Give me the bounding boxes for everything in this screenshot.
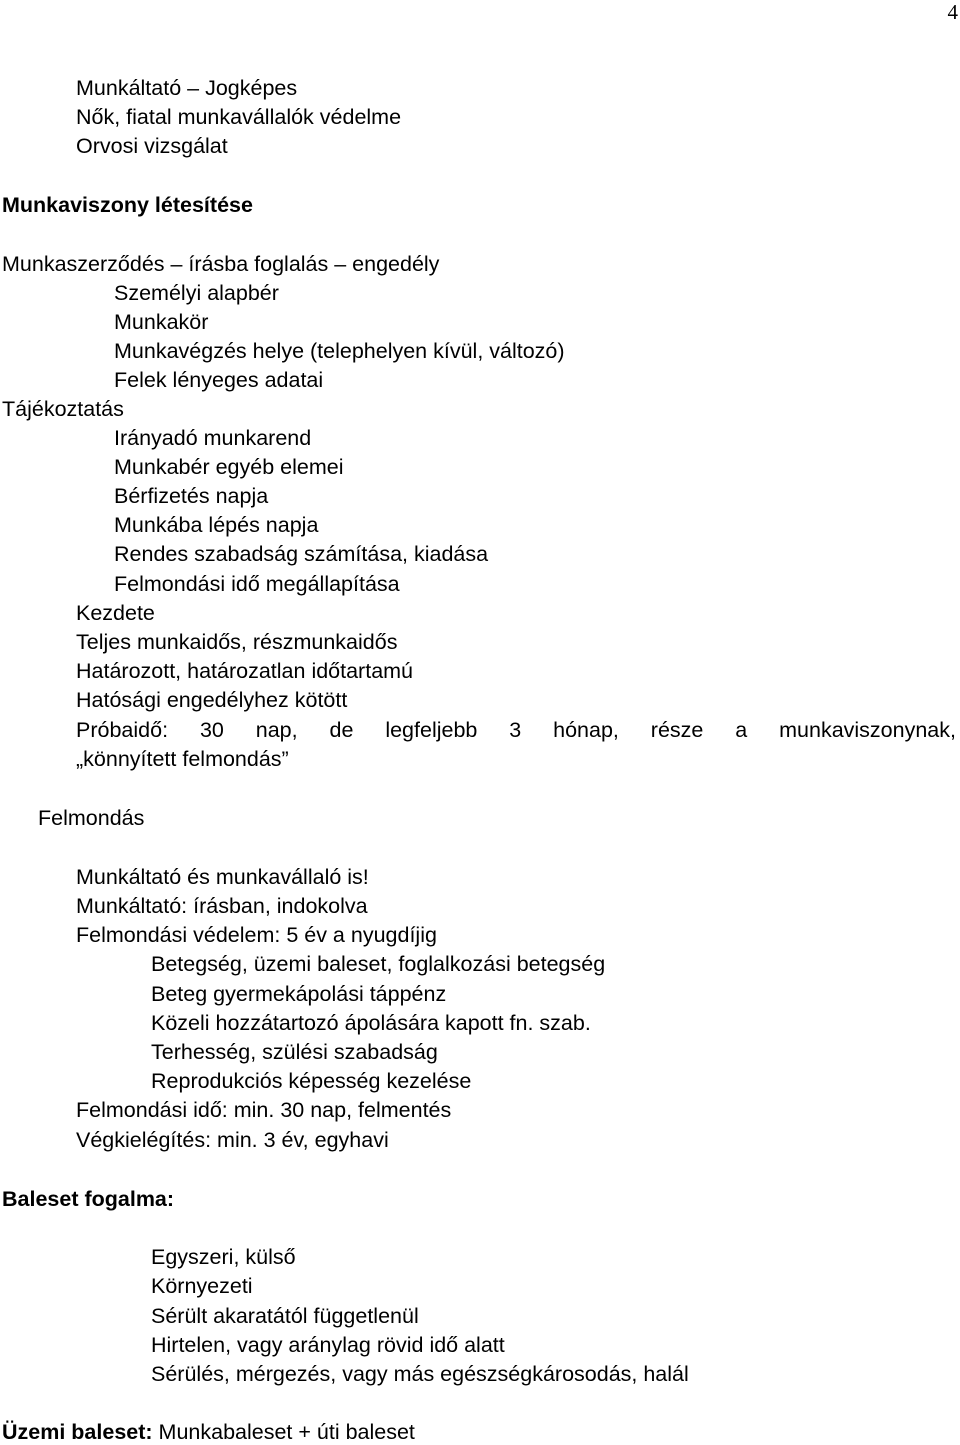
line-workplace-accident — [2, 1419, 415, 1445]
line-severance: Végkielégítés: min. 3 év, egyhavi — [76, 1128, 389, 1152]
line-notice-minimum: Felmondási idő: min. 30 nap, felmentés — [76, 1098, 452, 1122]
line-job-role: Munkakör — [114, 310, 209, 334]
line-employer-written: Munkáltató: írásban, indokolva — [76, 894, 368, 918]
line-simplified-termination: „könnyített felmondás” — [76, 747, 289, 771]
heading-termination: Felmondás — [38, 806, 145, 830]
line-environmental: Környezeti — [151, 1274, 253, 1298]
line-party-data: Felek lényeges adatai — [114, 368, 324, 392]
line-medical-examination: Orvosi vizsgálat — [76, 134, 228, 158]
line-base-wage: Személyi alapbér — [114, 281, 279, 305]
line-pregnancy: Terhesség, szülési szabadság — [151, 1040, 438, 1064]
line-regular-leave: Rendes szabadság számítása, kiadása — [114, 542, 489, 566]
heading-accident-definition: Baleset fogalma: — [2, 1187, 175, 1211]
line-payday: Bérfizetés napja — [114, 484, 269, 508]
line-wage-elements: Munkabér egyéb elemei — [114, 455, 344, 479]
line-both-parties: Munkáltató és munkavállaló is! — [76, 865, 369, 889]
line-authority-permit: Hatósági engedélyhez kötött — [76, 688, 348, 712]
line-full-part-time: Teljes munkaidős, részmunkaidős — [76, 630, 398, 654]
line-protection-women-young-workers: Nők, fiatal munkavállalók védelme — [76, 105, 402, 129]
line-start-day: Munkába lépés napja — [114, 513, 319, 537]
line-termination-protection: Felmondási védelem: 5 év a nyugdíjig — [76, 923, 437, 947]
line-employment-contract: Munkaszerződés – írásba foglalás – engedély — [2, 252, 440, 276]
heading-employment-establishment: Munkaviszony létesítése — [2, 193, 253, 217]
workplace-accident-text: Munkabaleset + úti baleset — [152, 1420, 415, 1444]
line-sudden: Hirtelen, vagy aránylag rövid idő alatt — [151, 1333, 505, 1357]
line-notice-period: Felmondási idő megállapítása — [114, 572, 400, 596]
line-relative-care: Közeli hozzátartozó ápolására kapott fn. szab. — [151, 1011, 591, 1035]
workplace-accident-label: Üzemi baleset: — [2, 1420, 153, 1444]
line-injury: Sérülés, mérgezés, vagy más egészségkárosodás, halál — [151, 1362, 689, 1386]
line-employer-legal-capacity: Munkáltató – Jogképes — [76, 76, 298, 100]
line-workplace: Munkavégzés helye (telephelyen kívül, változó) — [114, 339, 565, 363]
line-start: Kezdete — [76, 601, 155, 625]
line-single-external: Egyszeri, külső — [151, 1245, 296, 1269]
page-number: 4 — [947, 0, 958, 24]
line-information: Tájékoztatás — [2, 397, 124, 421]
line-reproductive: Reprodukciós képesség kezelése — [151, 1069, 472, 1093]
line-child-care: Beteg gyermekápolási táppénz — [151, 982, 447, 1006]
line-illness-accident: Betegség, üzemi baleset, foglalkozási betegség — [151, 952, 606, 976]
line-independent-will: Sérült akaratától függetlenül — [151, 1304, 419, 1328]
line-fixed-indefinite: Határozott, határozatlan időtartamú — [76, 659, 414, 683]
line-work-schedule: Irányadó munkarend — [114, 426, 312, 450]
line-probation: Próbaidő: 30 nap, de legfeljebb 3 hónap, része a munkaviszonynak, — [76, 718, 956, 742]
